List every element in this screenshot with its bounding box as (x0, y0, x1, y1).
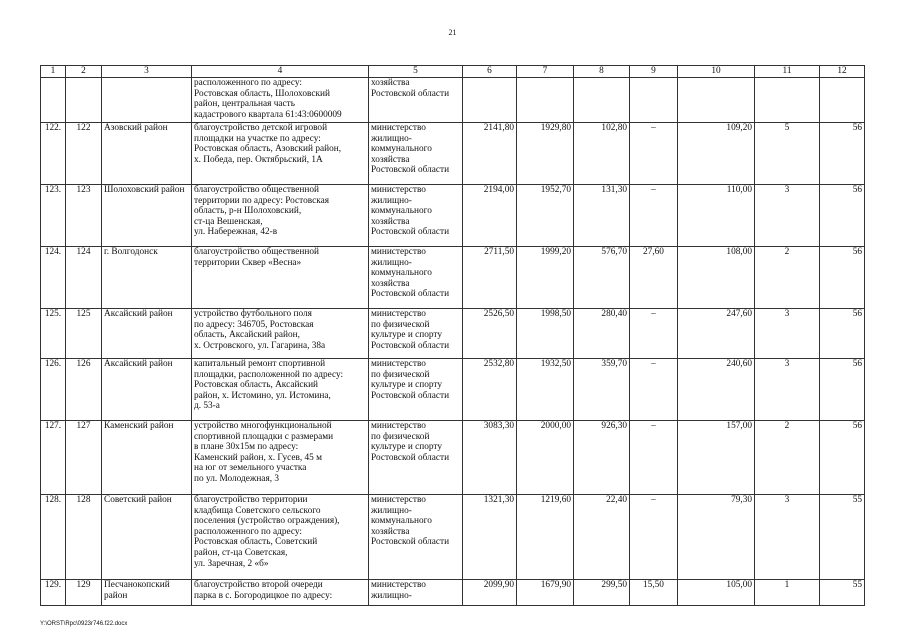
column-12-cell: 56 (820, 185, 865, 247)
district-cell: Каменский район (102, 421, 192, 495)
table-row (41, 78, 865, 123)
row-number-cell: 126. (41, 359, 66, 421)
row-number-cell: 127. (41, 421, 66, 495)
object-id-cell: 129 (66, 580, 102, 606)
object-id-cell: 125 (66, 309, 102, 359)
description-cell: благоустройство второй очереди парка в с. Богородицкое по адресу: (192, 580, 369, 606)
column-header: 5 (369, 66, 463, 78)
ministry-cell: министерство жилищно- (369, 580, 463, 606)
district-cell: Советский район (102, 495, 192, 580)
extrabudget-cell: 27,60 (630, 247, 678, 309)
column-11-cell: 2 (755, 421, 820, 495)
total-amount-cell: 1321,30 (463, 495, 517, 580)
column-header: 9 (630, 66, 678, 78)
total-amount-cell (463, 78, 517, 123)
local-budget-cell: 359,70 (574, 359, 630, 421)
local-budget-cell: 926,30 (574, 421, 630, 495)
column-header: 2 (66, 66, 102, 78)
regional-budget-cell: 1952,70 (517, 185, 574, 247)
local-budget-cell: 22,40 (574, 495, 630, 580)
district-cell (102, 78, 192, 123)
object-id-cell (66, 78, 102, 123)
column-10-cell: 240,60 (678, 359, 755, 421)
column-header: 7 (517, 66, 574, 78)
ministry-cell: министерство жилищно- коммунального хозяйства Ростовской области (369, 495, 463, 580)
column-header: 8 (574, 66, 630, 78)
district-cell: Песчанокопский район (102, 580, 192, 606)
table-row (41, 359, 865, 421)
column-header: 3 (102, 66, 192, 78)
row-number-cell (41, 78, 66, 123)
column-10-cell: 108,00 (678, 247, 755, 309)
district-cell: Аксайский район (102, 309, 192, 359)
regional-budget-cell: 1998,50 (517, 309, 574, 359)
column-12-cell: 56 (820, 309, 865, 359)
regional-budget-cell: 2000,00 (517, 421, 574, 495)
extrabudget-cell: 15,50 (630, 580, 678, 606)
table-row (41, 580, 865, 606)
row-number-cell: 122. (41, 123, 66, 185)
column-10-cell (678, 78, 755, 123)
local-budget-cell: 280,40 (574, 309, 630, 359)
column-11-cell: 5 (755, 123, 820, 185)
row-number-cell: 123. (41, 185, 66, 247)
table-row (41, 123, 865, 185)
local-budget-cell (574, 78, 630, 123)
column-12-cell: 56 (820, 359, 865, 421)
extrabudget-cell: – (630, 123, 678, 185)
program-table (40, 65, 865, 606)
district-cell: Азовский район (102, 123, 192, 185)
ministry-cell: хозяйства Ростовской области (369, 78, 463, 123)
extrabudget-cell: – (630, 421, 678, 495)
district-cell: Шолоховский район (102, 185, 192, 247)
column-10-cell: 79,30 (678, 495, 755, 580)
regional-budget-cell: 1932,50 (517, 359, 574, 421)
footer-file-path: Y:\ORST\Rpc\0923r746.f22.docx (40, 621, 128, 627)
description-cell: устройство футбольного поля по адресу: 346705, Ростовская область, Аксайский район, х. Островского, ул. Гагарина, 38а (192, 309, 369, 359)
row-number-cell: 128. (41, 495, 66, 580)
local-budget-cell: 131,30 (574, 185, 630, 247)
column-12-cell: 55 (820, 495, 865, 580)
description-cell: благоустройство детской игровой площадки на участке по адресу: Ростовская область, Азовский район, х. Победа, пер. Октябрьский, 1А (192, 123, 369, 185)
table-row (41, 495, 865, 580)
regional-budget-cell: 1999,20 (517, 247, 574, 309)
column-10-cell: 157,00 (678, 421, 755, 495)
extrabudget-cell: – (630, 309, 678, 359)
object-id-cell: 128 (66, 495, 102, 580)
row-number-cell: 125. (41, 309, 66, 359)
page-number: 21 (448, 28, 457, 37)
extrabudget-cell: – (630, 185, 678, 247)
ministry-cell: министерство по физической культуре и спорту Ростовской области (369, 359, 463, 421)
column-11-cell: 3 (755, 309, 820, 359)
column-11-cell (755, 78, 820, 123)
column-12-cell: 55 (820, 580, 865, 606)
total-amount-cell: 2141,80 (463, 123, 517, 185)
district-cell: Аксайский район (102, 359, 192, 421)
row-number-cell: 124. (41, 247, 66, 309)
object-id-cell: 122 (66, 123, 102, 185)
total-amount-cell: 2711,50 (463, 247, 517, 309)
row-number-cell: 129. (41, 580, 66, 606)
table-body (41, 78, 865, 606)
column-11-cell: 3 (755, 185, 820, 247)
total-amount-cell: 2194,00 (463, 185, 517, 247)
regional-budget-cell: 1929,80 (517, 123, 574, 185)
description-cell: благоустройство общественной территории Сквер «Весна» (192, 247, 369, 309)
column-header: 6 (463, 66, 517, 78)
column-12-cell: 56 (820, 421, 865, 495)
column-10-cell: 105,00 (678, 580, 755, 606)
column-header: 11 (755, 66, 820, 78)
column-12-cell: 56 (820, 123, 865, 185)
column-number-row (41, 66, 865, 78)
object-id-cell: 123 (66, 185, 102, 247)
column-12-cell: 56 (820, 247, 865, 309)
regional-budget-cell (517, 78, 574, 123)
regional-budget-cell: 1219,60 (517, 495, 574, 580)
description-cell: расположенного по адресу: Ростовская область, Шолоховский район, центральная часть кадастрового квартала 61:43:0600009 (192, 78, 369, 123)
description-cell: капитальный ремонт спортивной площадки, расположенной по адресу: Ростовская область, Аксайский район, х. Истомино, ул. Истомина, д. 53-а (192, 359, 369, 421)
ministry-cell: министерство жилищно- коммунального хозяйства Ростовской области (369, 247, 463, 309)
table-row (41, 185, 865, 247)
description-cell: благоустройство территории кладбища Советского сельского поселения (устройство ограждения), расположенного по адресу: Ростовская область, Советский район, ст-ца Советская, ул. Заречная, 2 «б» (192, 495, 369, 580)
column-11-cell: 3 (755, 359, 820, 421)
description-cell: благоустройство общественной территории по адресу: Ростовская область, р-н Шолоховский, ст-ца Вешенская, ул. Набережная, 42-в (192, 185, 369, 247)
local-budget-cell: 576,70 (574, 247, 630, 309)
local-budget-cell: 102,80 (574, 123, 630, 185)
column-10-cell: 247,60 (678, 309, 755, 359)
column-12-cell (820, 78, 865, 123)
ministry-cell: министерство жилищно- коммунального хозяйства Ростовской области (369, 185, 463, 247)
extrabudget-cell: – (630, 495, 678, 580)
column-11-cell: 3 (755, 495, 820, 580)
column-header: 1 (41, 66, 66, 78)
table-row (41, 247, 865, 309)
column-header: 10 (678, 66, 755, 78)
table-row (41, 421, 865, 495)
ministry-cell: министерство по физической культуре и спорту Ростовской области (369, 421, 463, 495)
total-amount-cell: 2532,80 (463, 359, 517, 421)
column-10-cell: 109,20 (678, 123, 755, 185)
column-10-cell: 110,00 (678, 185, 755, 247)
object-id-cell: 126 (66, 359, 102, 421)
description-cell: устройство многофункциональной спортивной площадки с размерами в плане 30х15м по адресу: Каменский район, х. Гусев, 45 м на юг от земельного участка по ул. Молодежная, 3 (192, 421, 369, 495)
object-id-cell: 127 (66, 421, 102, 495)
column-header: 12 (820, 66, 865, 78)
regional-budget-cell: 1679,90 (517, 580, 574, 606)
column-11-cell: 1 (755, 580, 820, 606)
column-header: 4 (192, 66, 369, 78)
total-amount-cell: 3083,30 (463, 421, 517, 495)
district-cell: г. Волгодонск (102, 247, 192, 309)
ministry-cell: министерство по физической культуре и спорту Ростовской области (369, 309, 463, 359)
extrabudget-cell: – (630, 359, 678, 421)
total-amount-cell: 2099,90 (463, 580, 517, 606)
object-id-cell: 124 (66, 247, 102, 309)
ministry-cell: министерство жилищно- коммунального хозяйства Ростовской области (369, 123, 463, 185)
local-budget-cell: 299,50 (574, 580, 630, 606)
column-11-cell: 2 (755, 247, 820, 309)
total-amount-cell: 2526,50 (463, 309, 517, 359)
extrabudget-cell (630, 78, 678, 123)
table-row (41, 309, 865, 359)
